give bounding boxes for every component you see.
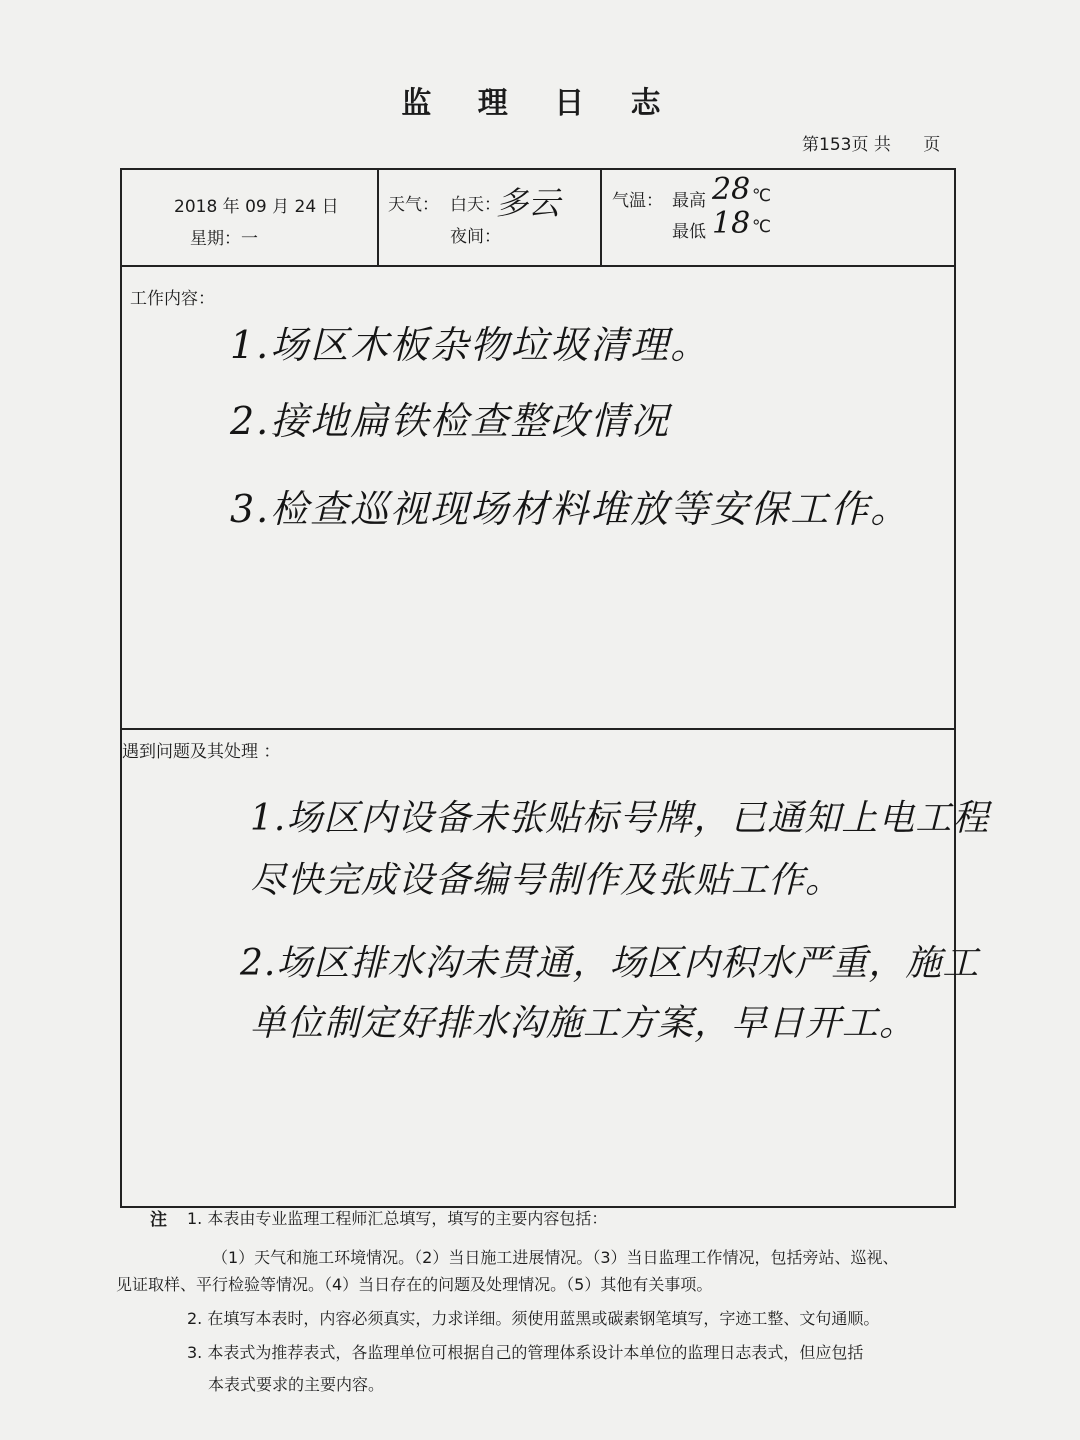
- problem-line-4: 单位制定好排水沟施工方案，早日开工。: [250, 1003, 917, 1044]
- page-middle: 页 共: [851, 135, 891, 155]
- note-3b: 本表式要求的主要内容。: [208, 1375, 385, 1394]
- night-weather-label: 夜间：: [450, 227, 501, 247]
- year-value: 2018: [174, 197, 218, 217]
- low-value: 18: [712, 206, 751, 241]
- work-item-1: 1.场区木板杂物垃圾清理。: [230, 323, 711, 367]
- note-2: 2. 在填写本表时，内容必须真实，力求详细。须使用蓝黑或碳素钢笔填写，字迹工整、文句通顺。: [187, 1309, 880, 1328]
- header-col-divider-2: [600, 168, 602, 266]
- problems-label: 遇到问题及其处理 ：: [122, 742, 281, 762]
- page-title: 监 理 日 志: [401, 86, 679, 121]
- temp-label: 气温：: [612, 191, 663, 211]
- page-count: [802, 130, 940, 155]
- note-1b: 见证取样、平行检验等情况。（4）当日存在的问题及处理情况。（5）其他有关事项。: [116, 1275, 713, 1294]
- header-col-divider-1: [377, 168, 379, 266]
- work-content-label: 工作内容：: [130, 289, 215, 309]
- page-prefix: 第: [802, 135, 819, 155]
- year-label: 年: [222, 197, 240, 217]
- note-1: 1. 本表由专业监理工程师汇总填写，填写的主要内容包括：: [187, 1209, 608, 1228]
- problem-line-1: 1.场区内设备未张贴标号牌，已通知上电工程: [250, 798, 990, 839]
- day-weather-value: 多云: [496, 184, 561, 222]
- low-unit: ℃: [752, 217, 772, 237]
- weekday-value: 一: [241, 229, 258, 249]
- section-divider: [120, 728, 956, 730]
- work-item-3: 3.检查巡视现场材料堆放等安保工作。: [230, 487, 911, 531]
- page-number: 153: [819, 135, 852, 155]
- note-1a: （1）天气和施工环境情况。（2）当日施工进展情况。（3）当日监理工作情况，包括旁站、巡视、: [212, 1248, 899, 1267]
- weekday-field: [190, 224, 258, 249]
- date-field: [174, 192, 339, 217]
- weather-label: 天气：: [388, 195, 439, 215]
- high-label: 最高: [672, 191, 706, 211]
- day-value: 24: [294, 197, 317, 217]
- month-value: 09: [245, 197, 267, 217]
- work-item-2: 2.接地扁铁检查整改情况: [230, 399, 671, 443]
- high-unit: ℃: [752, 186, 772, 206]
- header-divider: [120, 265, 956, 267]
- low-label: 最低: [672, 222, 706, 242]
- page-suffix: 页: [923, 135, 941, 155]
- day-label: 日: [321, 197, 339, 217]
- day-weather-label: 白天：: [450, 195, 501, 215]
- note-3: 3. 本表式为推荐表式，各监理单位可根据自己的管理体系设计本单位的监理日志表式，但应包括: [187, 1343, 864, 1362]
- problem-line-2: 尽快完成设备编号制作及张贴工作。: [250, 860, 843, 901]
- notes-label: 注: [150, 1210, 167, 1230]
- high-value: 28: [712, 172, 751, 207]
- problem-line-3: 2.场区排水沟未贯通，场区内积水严重，施工: [240, 943, 980, 984]
- weekday-label: 星期：: [190, 229, 241, 249]
- month-label: 月: [272, 197, 290, 217]
